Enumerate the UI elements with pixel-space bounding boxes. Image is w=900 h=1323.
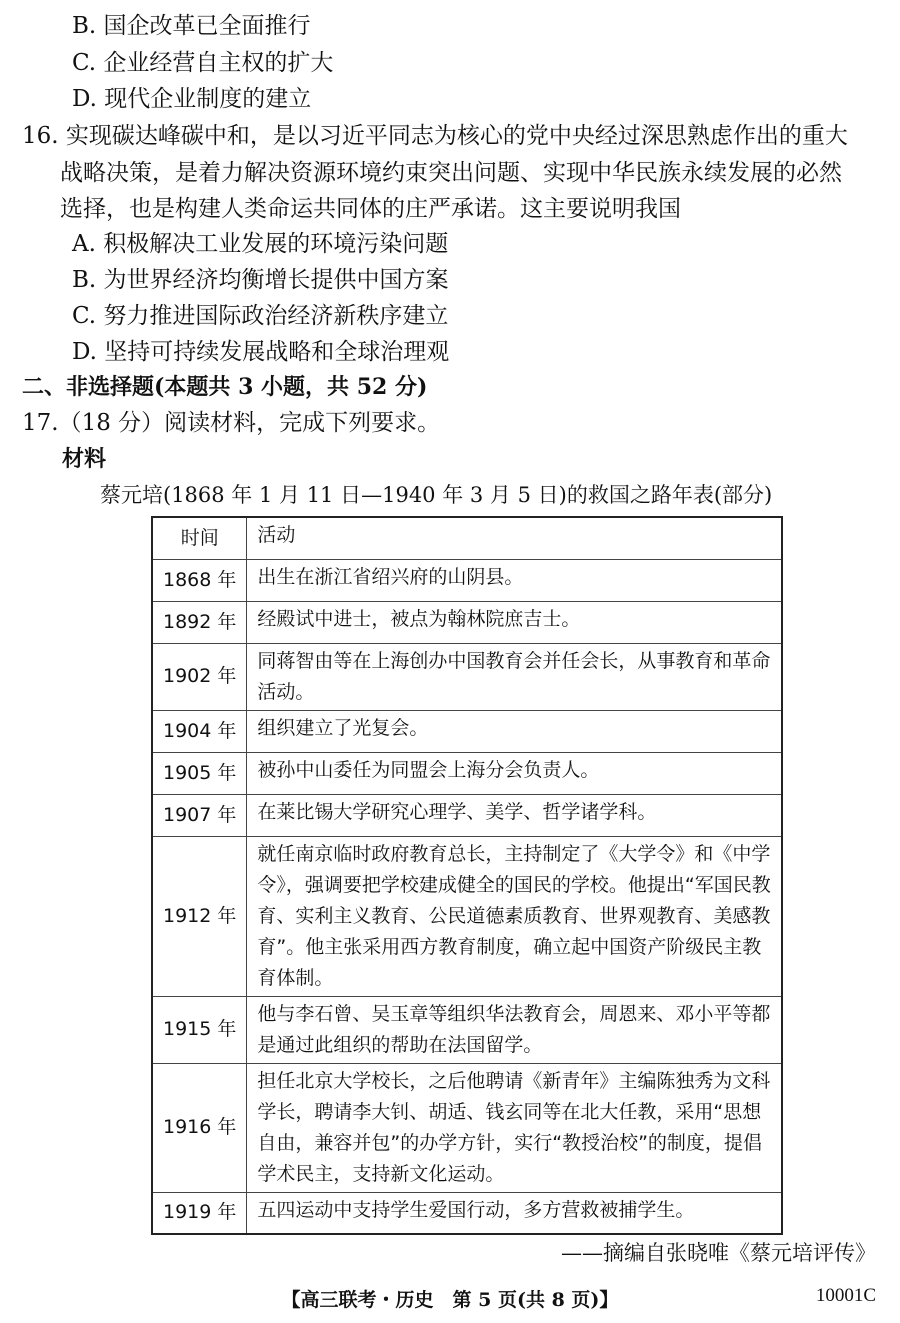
q15-option-d: D. 现代企业制度的建立 — [72, 86, 312, 112]
row-activity: 在莱比锡大学研究心理学、美学、哲学诸学科。 — [247, 794, 782, 836]
row-year: 1905 年 — [152, 752, 247, 794]
row-activity: 他与李石曾、吴玉章等组织华法教育会，周恩来、邓小平等都是通过此组织的帮助在法国留学。 — [247, 996, 782, 1063]
row-year: 1907 年 — [152, 794, 247, 836]
table-row — [152, 643, 782, 710]
header-time: 时间 — [152, 517, 247, 559]
table-row — [152, 996, 782, 1063]
header-activity: 活动 — [247, 517, 782, 559]
material-source: ——摘编自张晓唯《蔡元培评传》 — [561, 1241, 876, 1265]
row-activity: 同蒋智由等在上海创办中国教育会并任会长，从事教育和革命活动。 — [247, 643, 782, 710]
table-row — [152, 1192, 782, 1234]
table-row — [152, 836, 782, 996]
q16-stem-line-1: 16. 实现碳达峰碳中和，是以习近平同志为核心的党中央经过深思熟虑作出的重大 — [22, 123, 848, 149]
row-activity: 出生在浙江省绍兴府的山阴县。 — [247, 559, 782, 601]
section-heading: 二、非选择题(本题共 3 小题，共 52 分) — [22, 374, 428, 400]
q16-option-c: C. 努力推进国际政治经济新秩序建立 — [72, 303, 449, 329]
row-year: 1912 年 — [152, 836, 247, 996]
row-activity: 就任南京临时政府教育总长，主持制定了《大学令》和《中学令》，强调要把学校建成健全的国民的学校。他提出“军国民教育、实利主义教育、公民道德素质教育、世界观教育、美感教育”。他主张采用西方教育制度，确立起中国资产阶级民主教育体制。 — [247, 836, 782, 996]
q15-option-c: C. 企业经营自主权的扩大 — [72, 50, 334, 76]
page-footer: 【高三联考・历史 第 5 页(共 8 页)】 — [281, 1289, 619, 1311]
row-year: 1902 年 — [152, 643, 247, 710]
row-year: 1904 年 — [152, 710, 247, 752]
timeline-table — [151, 516, 783, 1235]
q16-stem-line-2: 战略决策，是着力解决资源环境约束突出问题、实现中华民族永续发展的必然 — [60, 160, 842, 186]
table-row — [152, 710, 782, 752]
row-year: 1919 年 — [152, 1192, 247, 1234]
row-activity: 担任北京大学校长，之后他聘请《新青年》主编陈独秀为文科学长，聘请李大钊、胡适、钱玄同等在北大任教，采用“思想自由，兼容并包”的办学方针，实行“教授治校”的制度，提倡学术民主，支持新文化运动。 — [247, 1063, 782, 1192]
q16-option-d: D. 坚持可持续发展战略和全球治理观 — [72, 339, 450, 365]
row-activity: 五四运动中支持学生爱国行动，多方营救被捕学生。 — [247, 1192, 782, 1234]
row-year: 1916 年 — [152, 1063, 247, 1192]
row-year: 1868 年 — [152, 559, 247, 601]
table-row — [152, 752, 782, 794]
table-row — [152, 559, 782, 601]
row-year: 1892 年 — [152, 601, 247, 643]
q17-stem: 17.（18 分）阅读材料，完成下列要求。 — [22, 410, 441, 436]
table-caption: 蔡元培(1868 年 1 月 11 日—1940 年 3 月 5 日)的救国之路年表(部分) — [100, 483, 773, 507]
q16-option-a: A. 积极解决工业发展的环境污染问题 — [72, 231, 449, 257]
row-activity: 被孙中山委任为同盟会上海分会负责人。 — [247, 752, 782, 794]
material-label: 材料 — [62, 446, 107, 472]
q16-stem-line-3: 选择，也是构建人类命运共同体的庄严承诺。这主要说明我国 — [60, 196, 681, 222]
table-row — [152, 601, 782, 643]
table-header-row — [152, 517, 782, 559]
row-activity: 经殿试中进士，被点为翰林院庶吉士。 — [247, 601, 782, 643]
q16-option-b: B. 为世界经济均衡增长提供中国方案 — [72, 267, 449, 293]
table-row — [152, 1063, 782, 1192]
q15-option-b: B. 国企改革已全面推行 — [72, 13, 311, 39]
row-year: 1915 年 — [152, 996, 247, 1063]
row-activity: 组织建立了光复会。 — [247, 710, 782, 752]
exam-code: 10001C — [815, 1285, 876, 1306]
table-row — [152, 794, 782, 836]
